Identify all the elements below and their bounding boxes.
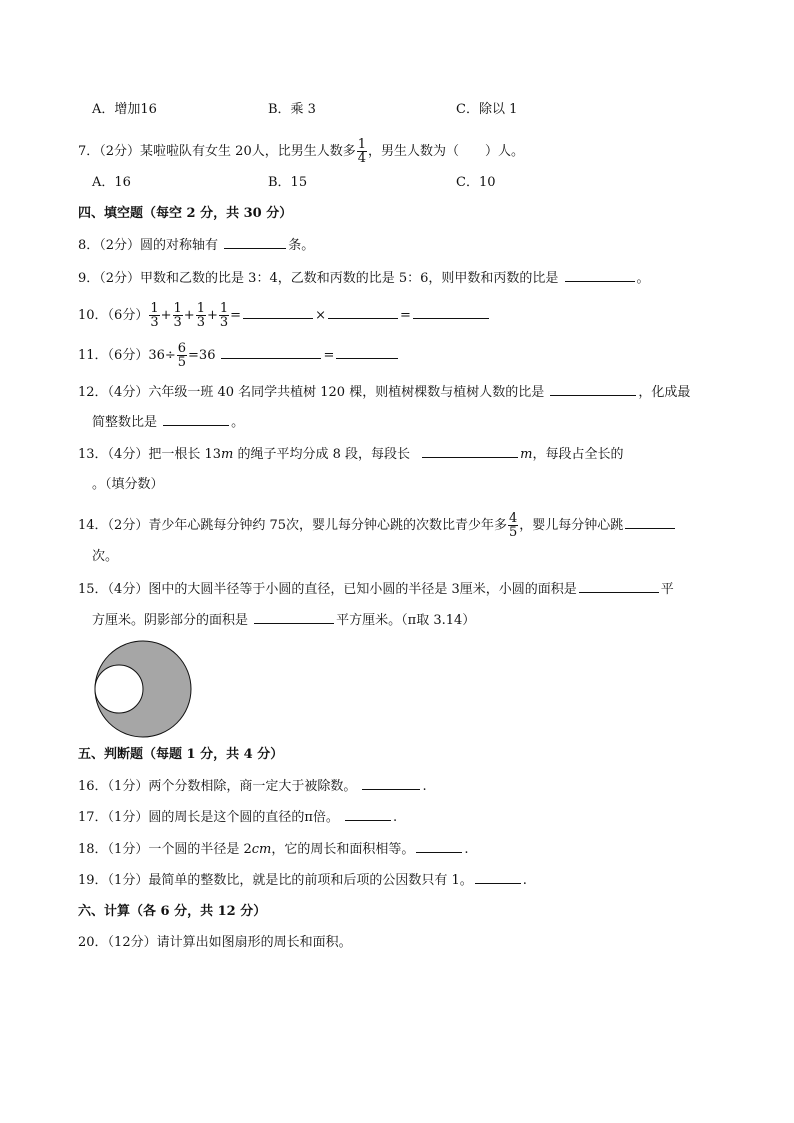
question-8 <box>78 236 314 255</box>
q7-prefix: 7．（2分）某啦啦队有女生 20人，比男生人数多 <box>78 144 356 159</box>
q10-num-2: 1 <box>173 301 182 316</box>
question-15-line-2 <box>92 611 475 630</box>
q19-suffix: . <box>522 873 527 888</box>
q15-line1-suffix: 平 <box>660 582 674 597</box>
q17-suffix: . <box>393 810 398 825</box>
q10-prefix: 10．（6分） <box>78 308 149 323</box>
q18-prefix: 18．（1分）一个圆的半径是 2 <box>78 842 252 857</box>
question-18 <box>78 840 468 859</box>
q10-times: × <box>315 308 326 323</box>
q12-line2-suffix: 。 <box>231 415 245 430</box>
q7-den: 4 <box>357 151 366 166</box>
q10-den-2: 3 <box>173 315 182 330</box>
q10-fraction-4 <box>219 302 229 329</box>
q8-prefix: 8．（2分）圆的对称轴有 <box>78 238 219 253</box>
q13-blank[interactable] <box>422 445 518 458</box>
q7-option-a: A．16 <box>92 175 131 190</box>
q19-prefix: 19．（1分）最简单的整数比，就是比的前项和后项的公因数只有 1。 <box>78 873 473 888</box>
q14-den: 5 <box>509 525 518 540</box>
question-17 <box>78 808 397 827</box>
q10-den-4: 3 <box>219 315 229 330</box>
q10-fraction-2 <box>173 302 183 329</box>
q10-equals-1: = <box>230 308 242 323</box>
q10-blank-2[interactable] <box>328 306 398 319</box>
q18-suffix: . <box>464 842 469 857</box>
q16-blank[interactable] <box>362 777 420 790</box>
q10-den-3: 3 <box>196 315 205 330</box>
question-20: 20．（12分）请计算出如图扇形的周长和面积。 <box>78 935 352 950</box>
question-14-line-1 <box>78 512 677 539</box>
q7-option-b: B．15 <box>268 175 308 190</box>
q17-blank[interactable] <box>345 808 391 821</box>
q15-line2-prefix: 方厘米。阴影部分的面积是 <box>92 613 249 628</box>
q11-den: 5 <box>177 355 187 370</box>
q18-blank[interactable] <box>416 840 462 853</box>
question-12-line-2 <box>92 413 244 432</box>
q11-prefix: 11．（6分）36÷ <box>78 348 176 363</box>
section-6-heading: 六、计算（各 6 分，共 12 分） <box>78 904 267 919</box>
q10-plus-2: + <box>183 308 195 323</box>
q14-blank[interactable] <box>625 516 675 529</box>
q19-blank[interactable] <box>475 871 521 884</box>
question-14-line-2: 次。 <box>92 549 119 564</box>
question-7 <box>78 138 524 165</box>
q10-num-3: 1 <box>196 301 205 316</box>
section-5-heading: 五、判断题（每题 1 分，共 4 分） <box>78 747 284 762</box>
q11-equals: = <box>323 348 335 363</box>
q16-prefix: 16．（1分）两个分数相除，商一定大于被除数。 <box>78 779 357 794</box>
q13-unit-2: m <box>520 447 533 462</box>
q12-blank-2[interactable] <box>163 413 229 426</box>
q10-den-1: 3 <box>150 315 159 330</box>
q10-num-4: 1 <box>219 301 229 316</box>
question-13-line-1 <box>78 445 624 464</box>
q15-line2-suffix: 平方厘米。（π取 3.14） <box>336 613 476 628</box>
q16-suffix: . <box>422 779 427 794</box>
q8-blank[interactable] <box>224 236 286 249</box>
q7-fraction <box>357 138 367 165</box>
q10-plus-3: + <box>206 308 218 323</box>
question-10 <box>78 302 491 329</box>
q18-mid: ，它的周长和面积相等。 <box>271 842 415 857</box>
q10-blank-1[interactable] <box>243 306 313 319</box>
q10-num-1: 1 <box>150 301 159 316</box>
q6-option-a: A．增加16 <box>92 102 157 117</box>
q6-option-b: B．乘 3 <box>268 102 316 117</box>
q15-blank-2[interactable] <box>254 611 334 624</box>
q12-line1-suffix: ，化成最 <box>638 385 691 400</box>
question-16 <box>78 777 427 796</box>
q14-prefix: 14．（2分）青少年心跳每分钟约 75次，婴儿每分钟心跳的次数比青少年多 <box>78 518 507 533</box>
q13-line1-suffix: ，每段占全长的 <box>532 447 624 462</box>
q10-blank-3[interactable] <box>413 306 489 319</box>
q14-num: 4 <box>509 511 518 526</box>
q9-suffix: 。 <box>636 271 650 286</box>
q12-blank-1[interactable] <box>550 383 636 396</box>
question-11 <box>78 342 400 369</box>
question-19 <box>78 871 527 890</box>
q12-line2-prefix: 简整数比是 <box>92 415 158 430</box>
q9-blank[interactable] <box>565 269 635 282</box>
q14-suffix: ，婴儿每分钟心跳 <box>519 518 624 533</box>
question-13-line-2: 。（填分数） <box>92 477 164 492</box>
q11-blank-1[interactable] <box>221 346 321 359</box>
question-15-line-1 <box>78 580 674 599</box>
q7-suffix: ，男生人数为（ ）人。 <box>368 144 525 159</box>
q18-unit: cm <box>251 842 272 857</box>
q6-option-c: C．除以 1 <box>456 102 518 117</box>
q17-prefix: 17．（1分）圆的周长是这个圆的直径的π倍。 <box>78 810 339 825</box>
q7-num: 1 <box>357 137 366 152</box>
q10-fraction-3 <box>196 302 206 329</box>
q13-unit-1: m <box>221 447 234 462</box>
q12-prefix: 12．（4分）六年级一班 40 名同学共植树 120 棵，则植树棵数与植树人数的比是 <box>78 385 545 400</box>
q11-fraction <box>177 342 187 369</box>
q11-mid: =36 <box>188 348 216 363</box>
question-9 <box>78 269 650 288</box>
q10-plus-1: + <box>160 308 172 323</box>
q9-prefix: 9．（2分）甲数和乙数的比是 3：4，乙数和丙数的比是 5：6，则甲数和丙数的比是 <box>78 271 559 286</box>
q11-blank-2[interactable] <box>336 346 398 359</box>
small-white-circle <box>95 665 143 713</box>
q15-circle-figure <box>90 640 196 738</box>
q10-fraction-1 <box>149 302 159 329</box>
section-4-heading: 四、填空题（每空 2 分，共 30 分） <box>78 206 293 221</box>
q15-prefix: 15．（4分）图中的大圆半径等于小圆的直径，已知小圆的半径是 3厘米，小圆的面积是 <box>78 582 577 597</box>
q13-mid: 的绳子平均分成 8 段，每段长 <box>237 447 411 462</box>
q11-num: 6 <box>177 341 187 356</box>
q8-suffix: 条。 <box>288 238 315 253</box>
q13-prefix: 13．（4分）把一根长 13 <box>78 447 221 462</box>
q15-blank-1[interactable] <box>579 580 659 593</box>
question-12-line-1 <box>78 383 690 402</box>
q14-fraction <box>508 512 518 539</box>
q10-equals-2: = <box>399 308 411 323</box>
q7-option-c: C．10 <box>456 175 496 190</box>
